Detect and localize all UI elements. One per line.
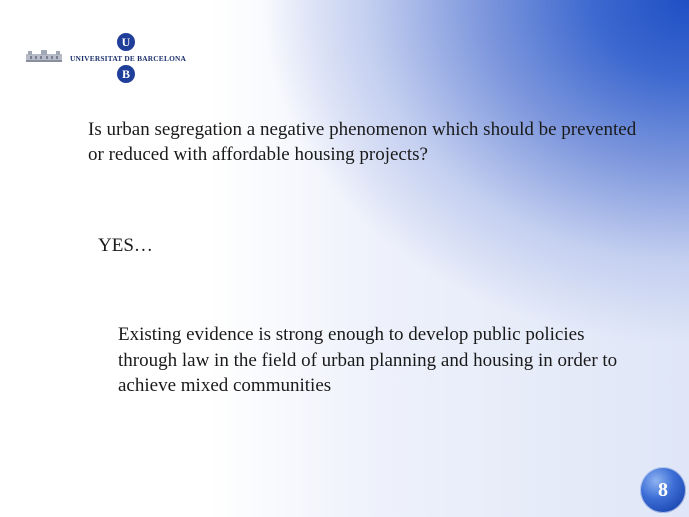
- university-name: UNIVERSITAT DE BARCELONA: [70, 54, 187, 63]
- building-icon: [26, 50, 62, 62]
- logo-letter-b: B: [117, 65, 135, 83]
- evidence-text: Existing evidence is strong enough to develop public policies through law in the field of urban planning and housing in order to achieve mixed communities: [118, 324, 618, 396]
- question-text: Is urban segregation a negative phenomenon which should be prevented or reduced with affordable housing projects?: [88, 119, 637, 165]
- logo-letter-u: U: [117, 33, 135, 51]
- page-number-badge: 8: [640, 467, 686, 513]
- answer-text: YES…: [98, 235, 153, 256]
- university-logo: [26, 32, 196, 86]
